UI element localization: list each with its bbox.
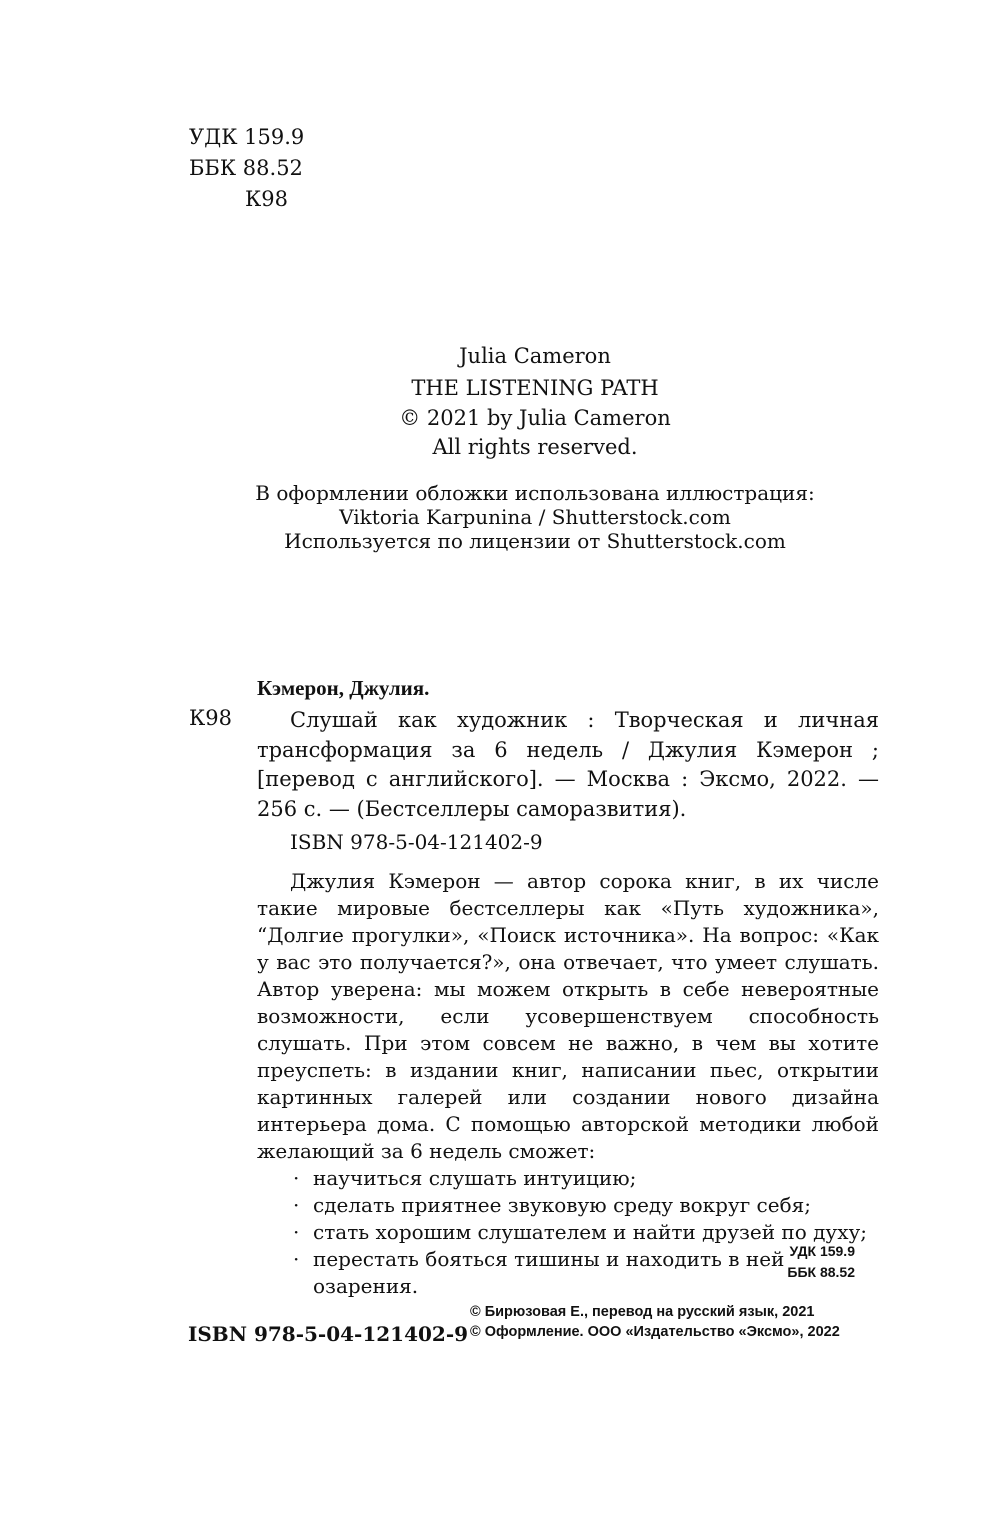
list-item: · перестать бояться тишины и находить в ней озарения. [293,1247,785,1298]
annotation-paragraph: Джулия Кэмерон — автор сорока книг, в их числе такие мировые бестселлеры как «Путь художника», “Долгие прогулки», «Поиск источника». На вопрос: «Как у вас это получается?», она отвечает, что умеет слушать. Автор уверена: мы можем открыть в себе невероятные возможности, если усовершенствуем способность слушать. При этом совсем не важно, в чем вы хотите преуспеть: в издании книг, написании пьес, открытии картинных галерей или создании нового дизайна интерьера дома. С помощью авторской методики любой желающий за 6 недель сможет: [257,869,879,1163]
bibliographic-description [257,706,879,824]
original-author: Julia Cameron [459,344,611,368]
bullet-symbol: · [293,1220,300,1244]
cover-credit-line2: Viktoria Karpunina / Shutterstock.com [339,505,731,529]
footer-udk: УДК 159.9 [789,1243,855,1259]
list-item: · стать хорошим слушателем и найти друзей по духу; [293,1220,867,1244]
bbk-code: ББК 88.52 [189,156,303,180]
original-copyright: © 2021 by Julia Cameron [399,406,671,430]
original-edition-block [280,340,790,462]
translation-copyright: © Бирюзовая Е., перевод на русский язык, 2021 [470,1304,815,1320]
list-item: · сделать приятнее звуковую среду вокруг себя; [293,1193,811,1217]
footer-copyrights [470,1302,840,1342]
footer-bbk: ББК 88.52 [787,1264,855,1280]
isbn-line: ISBN 978-5-04-121402-9 [290,830,543,854]
cover-credit [180,481,890,553]
description-text: Слушай как художник : Творческая и личная трансформация за 6 недель / Джулия Кэмерон ; [перевод с английского]. — Москва : Эксмо, 2022. — 256 с. — (Бестселлеры саморазвития). [257,708,879,821]
author-heading: Кэмерон, Джулия. [257,676,430,700]
annotation [257,868,879,1300]
list-item: · научиться слушать интуицию; [293,1166,637,1190]
udk-code: УДК 159.9 [189,125,305,149]
footer-isbn: ISBN 978-5-04-121402-9 [188,1322,469,1346]
original-title: THE LISTENING PATH [411,376,659,400]
side-author-mark: К98 [189,706,232,730]
bullet-symbol: · [293,1247,300,1271]
cover-credit-line3: Используется по лицензии от Shutterstock.com [284,529,786,553]
footer-codes [700,1241,855,1283]
author-mark: К98 [245,187,288,211]
classification-codes [189,122,304,215]
cover-credit-line1: В оформлении обложки использована иллюстрация: [255,481,815,505]
design-copyright: © Оформление. ООО «Издательство «Эксмо», 2022 [470,1324,840,1340]
rights-reserved: All rights reserved. [432,435,638,459]
bullet-symbol: · [293,1193,300,1217]
bullet-symbol: · [293,1166,300,1190]
